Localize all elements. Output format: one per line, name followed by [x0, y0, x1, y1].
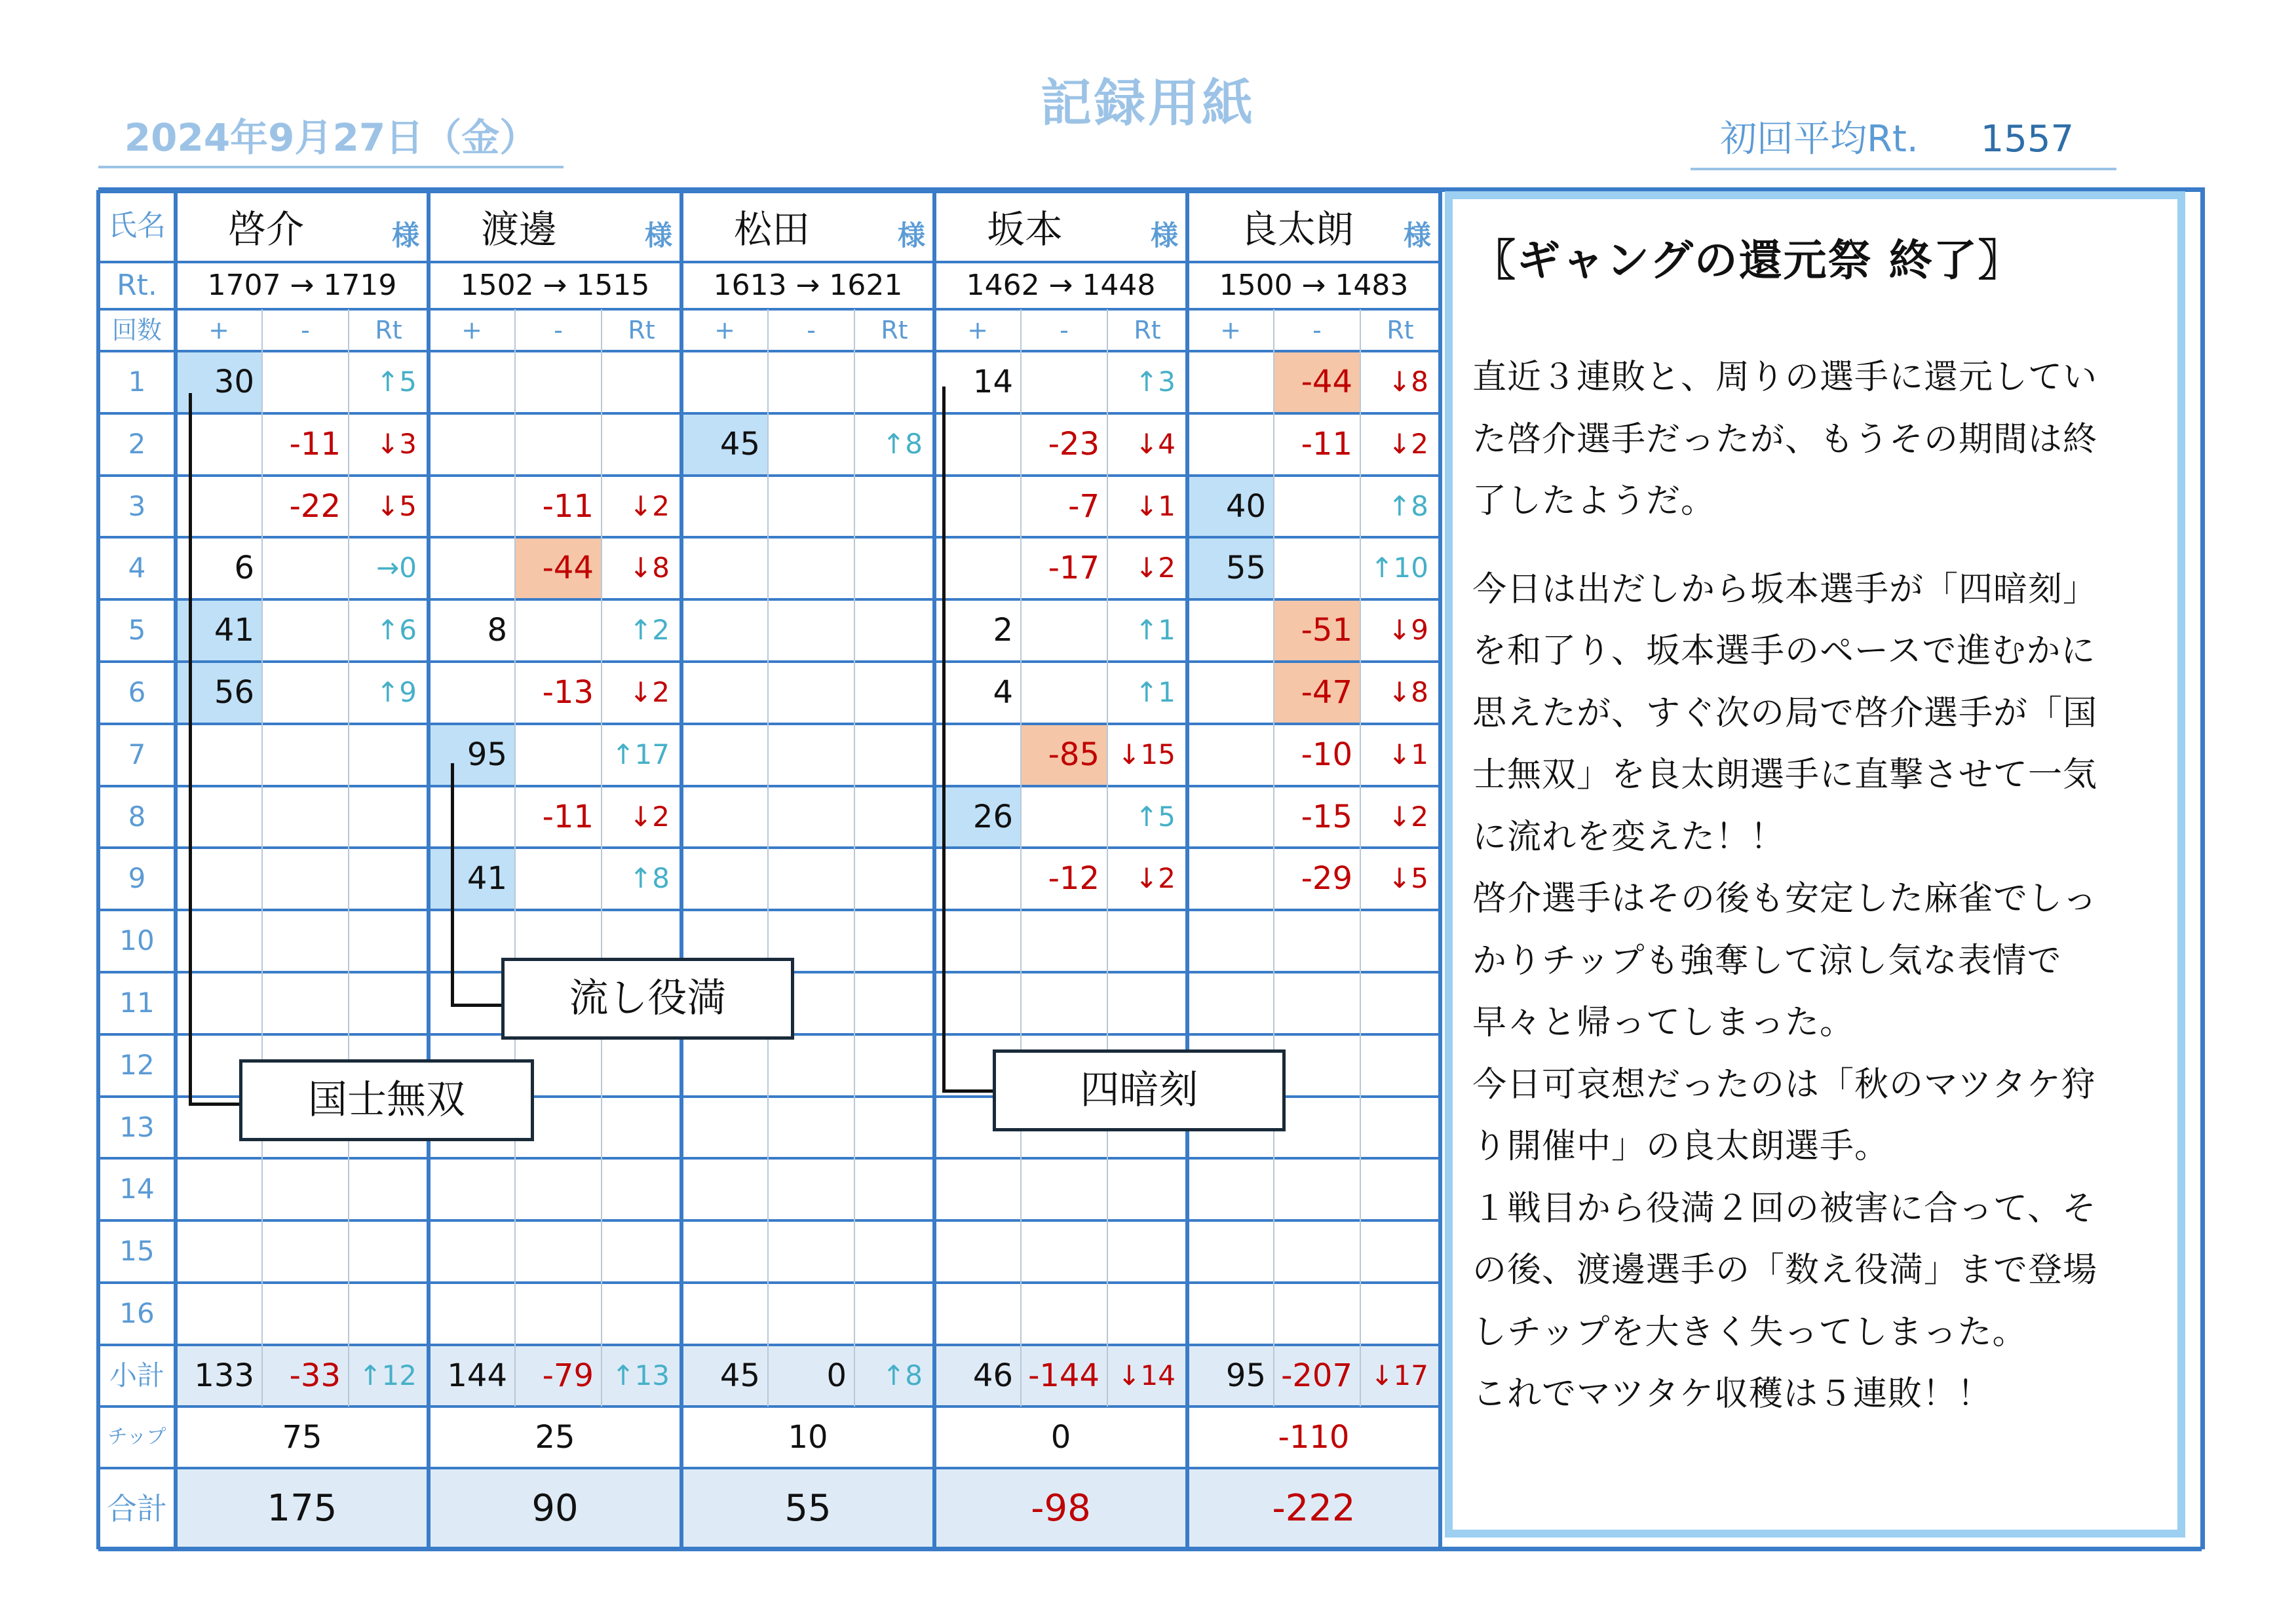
chip-value: 10 [788, 1418, 828, 1456]
score-minus: -47 [1274, 662, 1360, 724]
callout-leader-line [451, 763, 503, 1007]
score-plus: 41 [429, 848, 515, 910]
rating-delta: ↑9 [376, 676, 417, 708]
score-minus [262, 786, 349, 848]
score-minus: -17 [1048, 550, 1100, 587]
rating-delta: ↑8 [629, 862, 670, 895]
round-number: 4 [128, 552, 146, 584]
grid-vline [932, 190, 936, 1549]
grid-subline [261, 309, 263, 1407]
commentary-body [1472, 347, 2164, 1426]
score-minus [515, 413, 602, 476]
grid-vline [427, 190, 430, 1549]
honorific-label: 様 [644, 219, 672, 252]
round-number: 5 [128, 614, 146, 647]
rating-delta [349, 724, 429, 786]
rating-delta: ↓2 [1135, 552, 1176, 584]
score-plus [681, 599, 768, 662]
subtotal-minus: 0 [826, 1357, 847, 1394]
grid-subline [1020, 309, 1022, 1407]
score-minus: -11 [1301, 425, 1352, 463]
subtotal-plus: 45 [719, 1357, 760, 1394]
grid-hline [98, 1219, 1440, 1222]
column-rt-header: Rt [628, 316, 655, 345]
grid-subline [1273, 309, 1274, 1407]
grid-vline [174, 190, 178, 1549]
label-round: 回数 [111, 316, 162, 345]
callout-kokushi: 国士無双 [239, 1059, 534, 1141]
callout-leader-line [189, 393, 241, 1106]
subtotal-plus: 46 [972, 1357, 1013, 1394]
grid-hline [98, 536, 1440, 538]
grid-hline [98, 261, 1440, 263]
score-minus [768, 599, 854, 662]
total-score: -98 [1031, 1486, 1091, 1530]
score-plus [429, 351, 515, 413]
column-plus-header: + [714, 316, 735, 345]
commentary-line: かりチップも強奪して涼し気な表情で [1472, 941, 2062, 981]
commentary-line: た啓介選手だったが、もうその期間は終 [1472, 419, 2098, 459]
round-number: 7 [128, 738, 146, 770]
grid-hline [98, 308, 1440, 311]
score-minus: -44 [1274, 351, 1360, 413]
score-plus [681, 848, 768, 910]
score-minus [768, 413, 854, 476]
rating-delta: ↑6 [376, 614, 417, 647]
rating-delta [854, 537, 934, 599]
player-rating-change: 1613 → 1621 [713, 269, 903, 302]
score-minus: -29 [1301, 860, 1352, 897]
chip-value: -110 [1278, 1418, 1350, 1456]
honorific-label: 様 [1403, 219, 1431, 252]
grid-hline [98, 909, 1440, 911]
commentary-line: 啓介選手はその後も安定した麻雀でしっ [1472, 879, 2098, 918]
total-score: -222 [1272, 1486, 1356, 1530]
rating-delta: ↓2 [1388, 427, 1428, 460]
round-number: 12 [119, 1048, 155, 1081]
commentary-line: の後、渡邊選手の「数え役満」まで登場 [1472, 1251, 2098, 1290]
subtotal-minus: -79 [542, 1357, 594, 1394]
rating-delta: ↓15 [1117, 738, 1176, 770]
score-minus: -10 [1301, 736, 1352, 773]
score-minus: -44 [515, 537, 602, 599]
score-minus [768, 537, 854, 599]
callout-nagashi: 流し役満 [501, 958, 794, 1040]
rating-delta [854, 476, 934, 538]
initial-average-label: 初回平均Rt. [1720, 118, 1919, 161]
grid-vline [1438, 190, 1442, 1549]
grid-subline [601, 309, 602, 1407]
column-plus-header: + [208, 316, 229, 345]
commentary-line: り開催中」の良太朗選手。 [1472, 1127, 1890, 1166]
subtotal-rating-delta: ↓17 [1370, 1359, 1428, 1391]
score-minus [515, 351, 602, 413]
score-minus: -15 [1301, 798, 1352, 835]
grid-hline [98, 598, 1440, 601]
score-plus [1187, 848, 1274, 910]
grid-vline [2200, 187, 2205, 1549]
column-minus-header: - [301, 316, 310, 345]
grid-vline [1185, 190, 1189, 1549]
score-plus: 41 [176, 599, 262, 662]
chip-value: 0 [1050, 1418, 1071, 1456]
commentary-line: しチップを大きく失ってしまった。 [1472, 1312, 2027, 1352]
grid-hline [98, 723, 1440, 725]
round-number: 10 [119, 924, 155, 957]
round-number: 9 [128, 862, 146, 895]
score-plus [681, 786, 768, 848]
rating-delta [602, 413, 681, 476]
rating-delta: ↑8 [1388, 489, 1428, 522]
grid-subline [767, 309, 769, 1407]
commentary-line [1472, 533, 2164, 559]
column-minus-header: - [554, 316, 563, 345]
subtotal-plus: 144 [447, 1357, 507, 1394]
score-minus [768, 351, 854, 413]
subtotal-minus: -33 [289, 1357, 341, 1394]
score-plus: 40 [1187, 476, 1274, 538]
grid-hline [98, 846, 1440, 849]
commentary-line: 今日は出だしから坂本選手が「四暗刻」 [1472, 569, 2098, 609]
round-number: 16 [119, 1297, 155, 1329]
label-subtotal: 小計 [109, 1359, 164, 1391]
score-plus [429, 476, 515, 538]
grid-subline [348, 309, 349, 1407]
score-plus [1187, 413, 1274, 476]
subtotal-plus: 95 [1225, 1357, 1266, 1394]
rating-delta [602, 351, 681, 413]
page-title: 記録用紙 [1040, 74, 1255, 133]
score-minus [262, 662, 349, 724]
commentary-line: これでマツタケ収穫は５連敗！！ [1472, 1374, 1992, 1414]
score-plus: 26 [934, 786, 1021, 848]
rating-delta: ↓3 [376, 427, 417, 460]
rating-delta: ↑5 [1135, 800, 1176, 833]
rating-delta [854, 724, 934, 786]
player-name: 渡邊 [481, 207, 558, 252]
commentary-title: 〖ギャングの還元祭 終了〗 [1472, 235, 2023, 286]
score-plus [1187, 351, 1274, 413]
column-minus-header: - [807, 316, 816, 345]
round-number: 11 [119, 987, 155, 1019]
rating-delta [854, 848, 934, 910]
score-plus [1187, 662, 1274, 724]
score-minus: -22 [289, 487, 341, 525]
subtotal-minus: -207 [1281, 1357, 1352, 1394]
rating-delta: ↓2 [629, 800, 670, 833]
score-minus [768, 786, 854, 848]
round-number: 2 [128, 427, 146, 460]
chip-value: 25 [535, 1418, 575, 1456]
rating-delta: ↓1 [1388, 738, 1428, 770]
rating-delta [854, 599, 934, 662]
score-plus [429, 413, 515, 476]
label-total: 合計 [107, 1490, 167, 1526]
score-minus [1021, 599, 1107, 662]
grid-hline [98, 660, 1440, 663]
commentary-line: 今日可哀想だったのは「秋のマツタケ狩 [1472, 1065, 2096, 1105]
round-number: 6 [128, 676, 146, 708]
score-plus: 56 [176, 662, 262, 724]
score-plus: 2 [993, 612, 1013, 649]
rating-delta [854, 786, 934, 848]
honorific-label: 様 [391, 219, 419, 252]
score-minus [768, 476, 854, 538]
score-minus [768, 662, 854, 724]
column-plus-header: + [967, 316, 988, 345]
player-name: 啓介 [228, 207, 305, 252]
grid-hline [98, 785, 1440, 787]
score-minus [768, 848, 854, 910]
rating-delta: ↓4 [1135, 427, 1176, 460]
grid-hline [98, 1467, 1440, 1469]
score-minus: -85 [1021, 724, 1107, 786]
label-chip: チップ [107, 1425, 166, 1448]
score-plus [1187, 786, 1274, 848]
grid-hline [98, 1344, 1440, 1346]
rating-delta [349, 848, 429, 910]
score-minus: -11 [542, 798, 594, 835]
score-plus: 14 [972, 364, 1013, 400]
subtotal-plus: 133 [194, 1357, 254, 1394]
score-minus [262, 848, 349, 910]
commentary-line: １戦目から役満２回の被害に合って、そ [1472, 1188, 2097, 1228]
callout-leader-line [942, 387, 995, 1093]
score-plus: 95 [429, 724, 515, 786]
rating-delta: ↓2 [1388, 800, 1428, 833]
column-minus-header: - [1312, 316, 1322, 345]
score-minus [262, 599, 349, 662]
grid-subline [514, 309, 516, 1407]
score-minus [515, 848, 602, 910]
score-plus [681, 662, 768, 724]
grid-subline [1107, 309, 1108, 1407]
player-name: 松田 [734, 207, 811, 252]
grid-hline [98, 350, 1440, 352]
grid-vline [679, 190, 683, 1549]
score-plus [1187, 599, 1274, 662]
rating-delta: ↓2 [629, 489, 670, 522]
grid-hline [98, 412, 1440, 415]
rating-delta [854, 351, 934, 413]
commentary-line: 思えたが、すぐ次の局で啓介選手が「国 [1472, 693, 2098, 733]
callout-suanko: 四暗刻 [993, 1049, 1286, 1131]
grid-subline [1360, 309, 1361, 1407]
score-minus: -11 [289, 425, 341, 463]
grid-hline [98, 1157, 1440, 1160]
score-minus: -12 [1048, 860, 1100, 897]
column-plus-header: + [461, 316, 482, 345]
round-number: 3 [128, 489, 146, 522]
rating-delta: ↑3 [1135, 366, 1176, 398]
round-number: 14 [119, 1173, 155, 1205]
rating-delta: ↓2 [1135, 862, 1176, 895]
rating-delta: ↓2 [629, 676, 670, 708]
grid-hline [98, 1547, 2202, 1551]
rating-delta: ↑5 [376, 366, 417, 398]
score-minus: -7 [1068, 487, 1100, 525]
player-rating-change: 1500 → 1483 [1219, 269, 1409, 302]
score-minus [262, 351, 349, 413]
score-minus [1021, 786, 1107, 848]
score-plus: 55 [1187, 537, 1274, 599]
score-minus [262, 537, 349, 599]
total-score: 55 [784, 1486, 832, 1530]
rating-delta: ↓5 [376, 489, 417, 522]
round-number: 8 [128, 800, 146, 833]
round-number: 1 [128, 366, 146, 398]
round-number: 15 [119, 1235, 155, 1268]
label-rating: Rt. [117, 269, 157, 302]
rating-delta: ↑17 [611, 738, 670, 770]
commentary-line: 早々と帰ってしまった。 [1472, 1003, 1855, 1042]
round-number: 13 [119, 1110, 155, 1143]
label-name: 氏名 [108, 209, 166, 242]
score-plus: 8 [487, 612, 507, 649]
score-minus: -51 [1274, 599, 1360, 662]
column-rt-header: Rt [881, 316, 908, 345]
honorific-label: 様 [1150, 219, 1178, 252]
score-plus: 30 [176, 351, 262, 413]
subtotal-rating-delta: ↑13 [611, 1359, 670, 1391]
grid-subline [854, 309, 855, 1407]
column-minus-header: - [1060, 316, 1069, 345]
score-minus [1274, 476, 1360, 538]
commentary-line: に流れを変えた！！ [1472, 817, 1786, 857]
score-minus: -23 [1048, 425, 1100, 463]
rating-delta: ↑1 [1135, 676, 1176, 708]
rating-delta: ↑1 [1135, 614, 1176, 647]
score-minus [1274, 537, 1360, 599]
score-plus [681, 476, 768, 538]
score-plus [681, 724, 768, 786]
column-rt-header: Rt [1387, 316, 1414, 345]
rating-delta: ↓8 [629, 552, 670, 584]
player-rating-change: 1462 → 1448 [966, 269, 1156, 302]
subtotal-minus: -144 [1028, 1357, 1100, 1394]
commentary-line: 直近３連敗と、周りの選手に還元してい [1472, 358, 2098, 397]
score-minus [515, 599, 602, 662]
honorific-label: 様 [897, 219, 925, 252]
rating-delta: ↑8 [882, 427, 923, 460]
score-plus: 45 [681, 413, 768, 476]
score-plus [429, 537, 515, 599]
player-name: 坂本 [987, 207, 1063, 252]
grid-hline [98, 1405, 1440, 1408]
column-rt-header: Rt [375, 316, 402, 345]
column-rt-header: Rt [1134, 316, 1161, 345]
grid-hline [98, 474, 1440, 477]
rating-delta: ↓8 [1388, 366, 1428, 398]
rating-delta: ↓5 [1388, 862, 1428, 895]
subtotal-rating-delta: ↓14 [1117, 1359, 1176, 1391]
score-plus [429, 662, 515, 724]
score-minus: -13 [542, 674, 594, 711]
record-date: 2024年9月27日（金） [98, 115, 564, 168]
total-score: 175 [267, 1486, 337, 1530]
rating-delta: ↑10 [1370, 552, 1428, 584]
score-plus [681, 351, 768, 413]
rating-delta: ↓1 [1135, 489, 1176, 522]
rating-delta: →0 [376, 552, 417, 584]
grid-vline [96, 190, 100, 1549]
player-rating-change: 1502 → 1515 [460, 269, 650, 302]
player-name: 良太朗 [1240, 207, 1354, 252]
commentary-line: 了したようだ。 [1472, 482, 1716, 521]
score-plus [681, 537, 768, 599]
subtotal-rating-delta: ↑8 [882, 1359, 923, 1391]
score-minus [768, 724, 854, 786]
subtotal-rating-delta: ↑12 [358, 1359, 417, 1391]
score-minus: -11 [542, 487, 594, 525]
commentary-line: 士無双」を良太朗選手に直撃させて一気 [1472, 755, 2098, 795]
commentary-line: を和了り、坂本選手のペースで進むかに [1472, 632, 2096, 671]
rating-delta [349, 786, 429, 848]
player-rating-change: 1707 → 1719 [207, 269, 397, 302]
rating-delta: ↓8 [1388, 676, 1428, 708]
score-plus [1187, 724, 1274, 786]
initial-average-value: 1557 [1980, 118, 2075, 161]
total-score: 90 [531, 1486, 579, 1530]
column-plus-header: + [1220, 316, 1241, 345]
score-minus [515, 724, 602, 786]
rating-delta: ↑2 [629, 614, 670, 647]
score-minus [262, 724, 349, 786]
grid-hline [98, 1281, 1440, 1284]
rating-delta [854, 662, 934, 724]
score-minus [1021, 351, 1107, 413]
rating-delta: ↓9 [1388, 614, 1428, 647]
score-plus: 4 [993, 674, 1013, 711]
commentary-panel [1445, 191, 2185, 1538]
score-plus: 6 [234, 550, 254, 587]
chip-value: 75 [282, 1418, 322, 1456]
score-minus [1021, 662, 1107, 724]
